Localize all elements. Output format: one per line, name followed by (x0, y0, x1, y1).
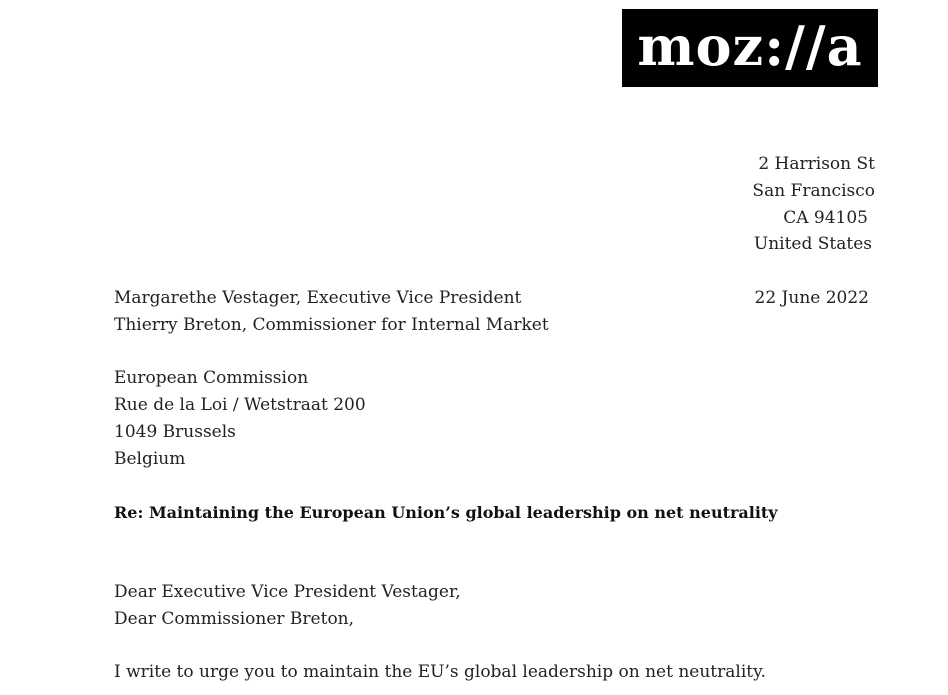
sender-address-line: 2 Harrison St (758, 154, 875, 174)
recipient-address-line: Belgium (114, 449, 186, 469)
letter-date: 22 June 2022 (754, 288, 869, 308)
sender-address-line: United States (753, 234, 872, 254)
sender-address-line: San Francisco (752, 181, 875, 201)
recipient-address-line: European Commission (114, 368, 309, 388)
recipient-line: Margarethe Vestager, Executive Vice President (114, 288, 522, 308)
body-paragraph: I write to urge you to maintain the EU’s global leadership on net neutrality. (114, 662, 766, 682)
mozilla-logo (622, 9, 878, 87)
recipient-address-line: Rue de la Loi / Wetstraat 200 (114, 395, 366, 415)
salutation-line: Dear Commissioner Breton, (114, 609, 355, 629)
subject-line: Re: Maintaining the European Union’s global leadership on net neutrality (114, 503, 778, 522)
recipient-address-line: 1049 Brussels (114, 422, 236, 442)
salutation-line: Dear Executive Vice President Vestager, (114, 582, 461, 602)
sender-address-line: CA 94105 (783, 208, 868, 228)
recipient-line: Thierry Breton, Commissioner for Internal Market (114, 315, 549, 335)
logo-wordmark: moz://a (637, 14, 863, 78)
